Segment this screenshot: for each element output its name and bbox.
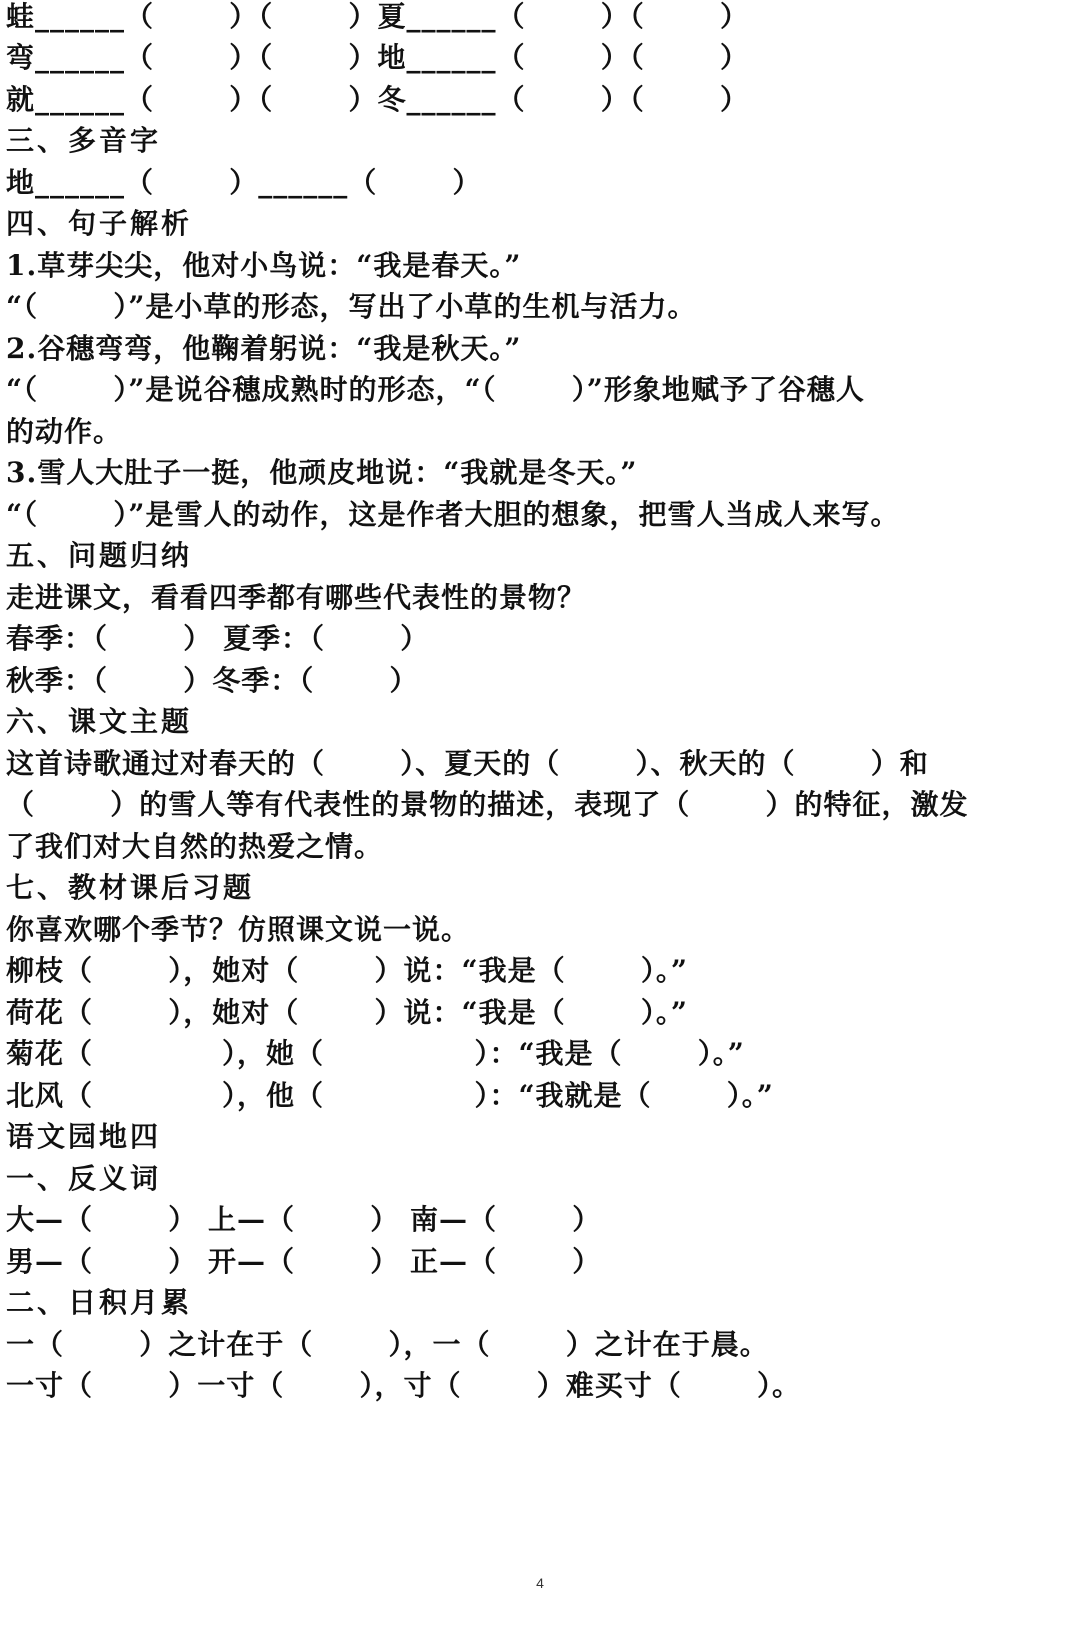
sentence-2-analysis: “（ ）”是说谷穗成熟时的形态，“（ ）”形象地赋予了谷穗人: [6, 373, 865, 406]
exercise-willow: 柳枝（ ），她对（ ）说：“我是（ ）。”: [6, 954, 688, 987]
page-number: 4: [536, 1575, 544, 1591]
question-four-seasons: 走进课文，看看四季都有哪些代表性的景物？: [6, 581, 587, 614]
section-heading-polyphones: 三、多音字: [6, 124, 162, 157]
antonyms-row-1: 大—（ ） 上—（ ） 南—（ ）: [6, 1203, 602, 1236]
theme-line-3: 了我们对大自然的热爱之情。: [6, 830, 384, 863]
proverb-2: 一寸（ ）一寸（ ），寸（ ）难买寸（ ）。: [6, 1369, 801, 1402]
section-heading-sentence-analysis: 四、句子解析: [6, 207, 193, 240]
unit-title-garden-four: 语文园地四: [6, 1120, 162, 1153]
section-heading-theme: 六、课文主题: [6, 705, 193, 738]
polyphone-line-di: 地______（ ）______（ ）: [6, 166, 482, 199]
sentence-1-analysis: “（ ）”是小草的形态，写出了小草的生机与活力。: [6, 290, 697, 323]
sentence-3: 3.雪人大肚子一挺，他顽皮地说：“我就是冬天。”: [6, 456, 638, 489]
exercise-lotus: 荷花（ ），她对（ ）说：“我是（ ）。”: [6, 996, 688, 1029]
section-heading-antonyms: 一、反义词: [6, 1162, 162, 1195]
vocab-line-wa-xia: 蛙______（ ）（ ）夏______（ ）（ ）: [6, 0, 749, 33]
section-heading-exercises: 七、教材课后习题: [6, 871, 255, 904]
sentence-2-analysis-cont: 的动作。: [6, 415, 123, 448]
sentence-1: 1.草芽尖尖，他对小鸟说：“我是春天。”: [6, 249, 522, 282]
proverb-1: 一（ ）之计在于（ ），一（ ）之计在于晨。: [6, 1328, 769, 1361]
section-heading-daily-accumulation: 二、日积月累: [6, 1286, 193, 1319]
answer-spring-summer: 春季：（ ） 夏季：（ ）: [6, 622, 430, 655]
vocab-line-jiu-dong: 就______（ ）（ ）冬______（ ）（ ）: [6, 83, 749, 116]
theme-line-1: 这首诗歌通过对春天的（ ）、夏天的（ ）、秋天的（ ）和: [6, 747, 929, 780]
exercise-north-wind: 北风（ ），他（ ）：“我就是（ ）。”: [6, 1079, 774, 1112]
answer-autumn-winter: 秋季：（ ）冬季：（ ）: [6, 664, 419, 697]
section-heading-question-summary: 五、问题归纳: [6, 539, 193, 572]
vocab-line-wan-di: 弯______（ ）（ ）地______（ ）（ ）: [6, 41, 749, 74]
exercise-chrysanthemum: 菊花（ ），她（ ）：“我是（ ）。”: [6, 1037, 745, 1070]
antonyms-row-2: 男—（ ） 开—（ ） 正—（ ）: [6, 1245, 602, 1278]
sentence-3-analysis: “（ ）”是雪人的动作，这是作者大胆的想象，把雪人当成人来写。: [6, 498, 900, 531]
exercise-prompt: 你喜欢哪个季节？仿照课文说一说。: [6, 913, 471, 946]
sentence-2: 2.谷穗弯弯，他鞠着躬说：“我是秋天。”: [6, 332, 522, 365]
theme-line-2: （ ）的雪人等有代表性的景物的描述，表现了（ ）的特征，激发: [6, 788, 969, 821]
